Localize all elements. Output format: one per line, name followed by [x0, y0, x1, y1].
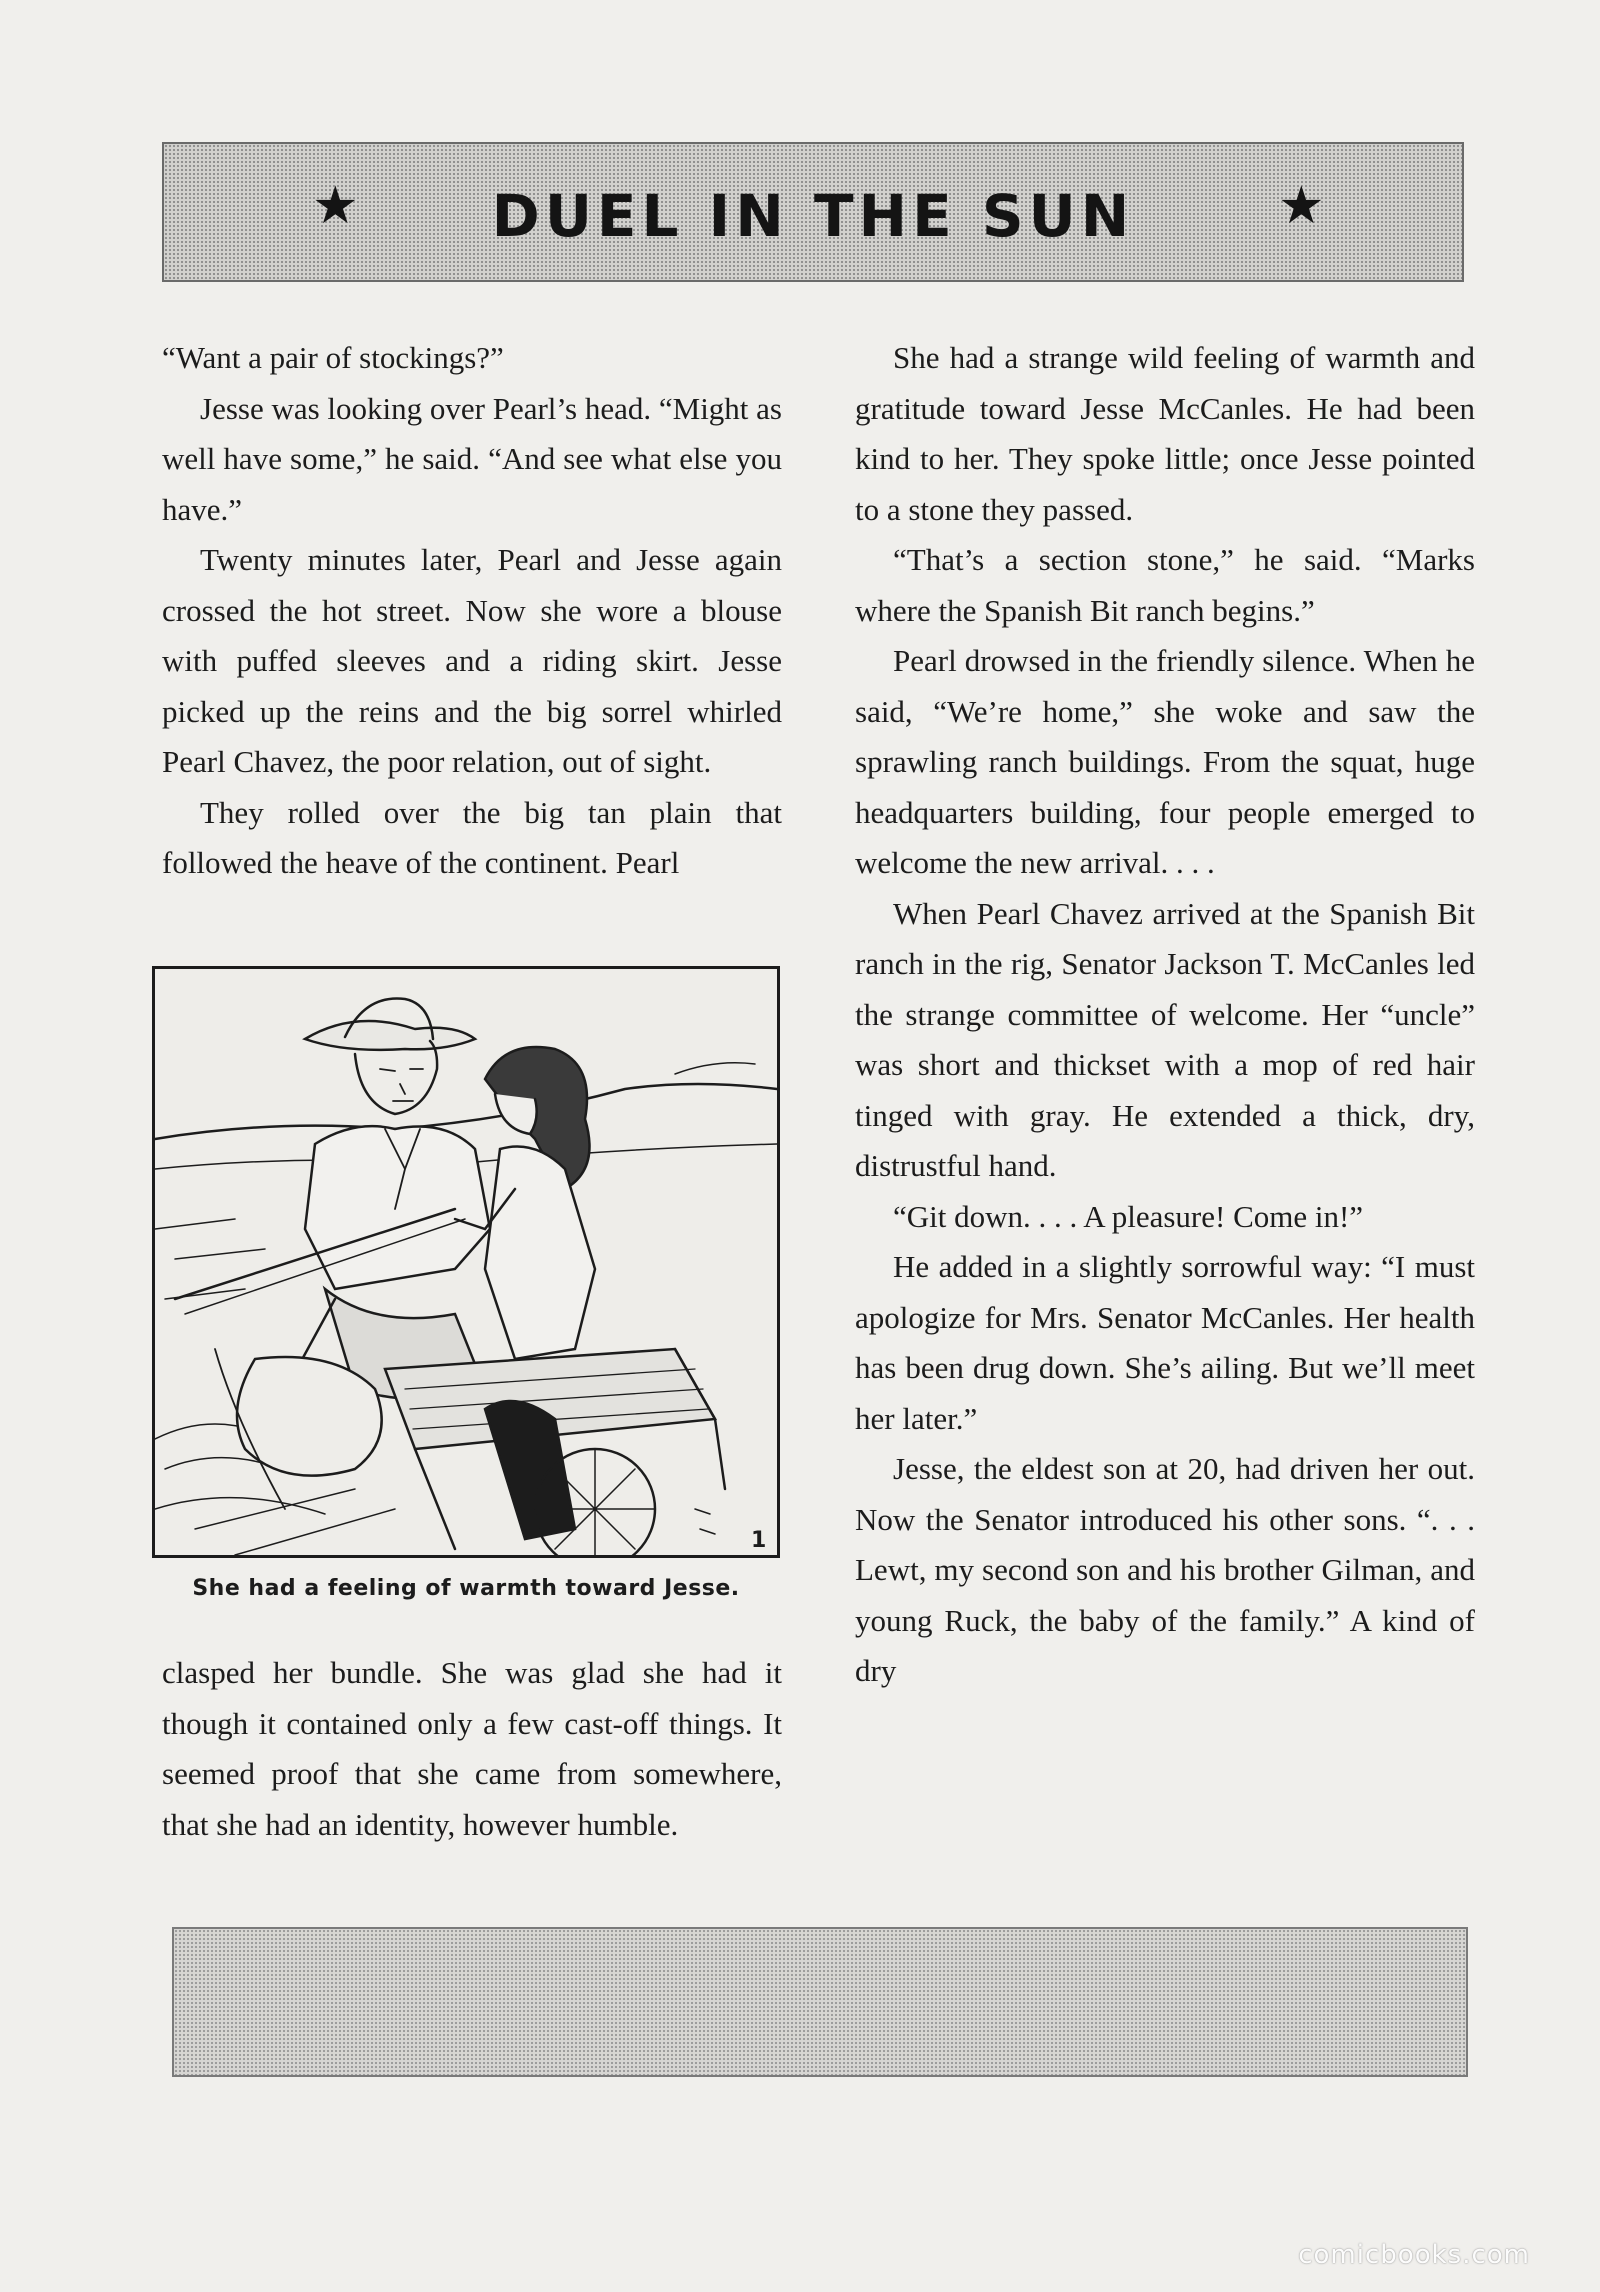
paragraph: Jesse was looking over Pearl’s head. “Might as well have some,” he said. “And see what else you have.”	[162, 390, 782, 527]
illustration	[152, 966, 780, 1558]
illustration-drawing	[155, 969, 777, 1555]
page-title: DUEL IN THE SUN	[491, 182, 1135, 250]
star-icon-right: ★	[1278, 176, 1325, 236]
paragraph: clasped her bundle. She was glad she had it though it contained only a few cast-off things. It seemed proof that she came from somewhere, that she had an identity, however humble.	[162, 1655, 782, 1842]
illustration-caption: She had a feeling of warmth toward Jesse.	[192, 1576, 740, 1601]
paragraph: When Pearl Chavez arrived at the Spanish Bit ranch in the rig, Senator Jackson T. McCanles led the strange committee of welcome. Her “uncle” was short and thickset with a mop of red hair tinged with gray. He extended a thick, dry, distrustful hand.	[855, 895, 1475, 1183]
left-column-top	[162, 333, 782, 889]
paragraph: He added in a slightly sorrowful way: “I must apologize for Mrs. Senator McCanles. Her health has been drug down. She’s ailing. But we’ll meet her later.”	[855, 1249, 1475, 1436]
paragraph: “Want a pair of stockings?”	[162, 340, 504, 375]
paragraph: Jesse, the eldest son at 20, had driven her out. Now the Senator introduced his other sons. “. . . Lewt, my second son and his brother Gilman, and young Ruck, the baby of the family.” A kind of dry	[855, 1451, 1475, 1688]
paragraph: She had a strange wild feeling of warmth and gratitude toward Jesse McCanles. He had been kind to her. They spoke little; once Jesse pointed to a stone they passed.	[855, 340, 1475, 527]
paragraph: “That’s a section stone,” he said. “Marks where the Spanish Bit ranch begins.”	[855, 542, 1475, 628]
paragraph: Pearl drowsed in the friendly silence. When he said, “We’re home,” she woke and saw the sprawling ranch buildings. From the squat, huge headquarters building, four people emerged to welcome the new arrival. . . .	[855, 643, 1475, 880]
left-column-bottom	[162, 1648, 782, 1850]
footer-halftone-box	[172, 1927, 1468, 2077]
panel-number: 1	[751, 1528, 767, 1553]
watermark: comicbooks.com	[1298, 2240, 1530, 2270]
title-banner	[162, 142, 1464, 282]
right-column	[855, 333, 1475, 1697]
paragraph: Twenty minutes later, Pearl and Jesse again crossed the hot street. Now she wore a blouse with puffed sleeves and a riding skirt. Jesse picked up the reins and the big sorrel whirled Pearl Chavez, the poor relation, out of sight.	[162, 542, 782, 779]
paragraph: “Git down. . . . A pleasure! Come in!”	[893, 1198, 1364, 1234]
star-icon-left: ★	[312, 176, 359, 236]
paragraph: They rolled over the big tan plain that followed the heave of the continent. Pearl	[162, 794, 782, 880]
